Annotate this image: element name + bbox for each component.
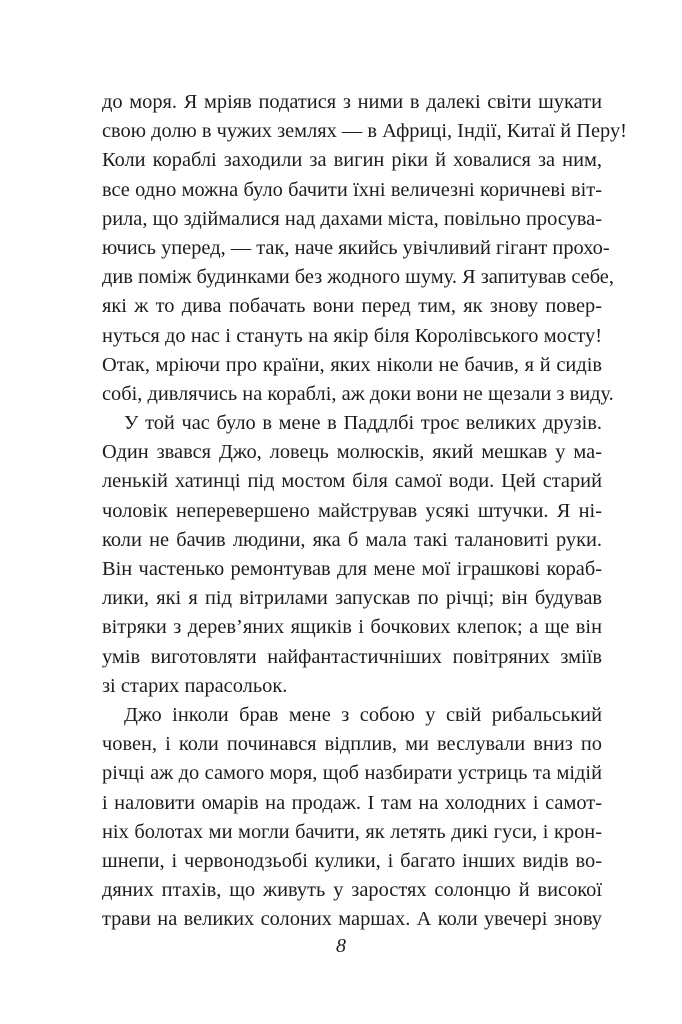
text-line: до моря. Я мріяв податися з ними в далекі світи шукати: [102, 91, 602, 113]
body-text: [102, 88, 627, 934]
text-line: човен, і коли починався відплив, ми веслували вниз по: [102, 733, 602, 756]
text-line: собі, дивлячись на кораблі, аж доки вони не щезали з виду.: [102, 382, 614, 405]
text-line: трави на великих солоних маршах. А коли увечері знову: [102, 908, 602, 931]
text-line: шнепи, і червонодзьобі кулики, і багато інших видів во-: [102, 849, 602, 872]
paragraph-1: [102, 88, 627, 409]
text-line: Джо інколи брав мене з собою у свій рибальський: [124, 703, 602, 726]
text-line: вітряки з дерев’яних ящиків і бочкових клепок; а ще він: [102, 616, 602, 639]
text-line: нуться до нас і стануть на якір біля Королівського мосту!: [102, 324, 602, 347]
text-line: все одно можна було бачити їхні величезні коричневі віт-: [102, 178, 602, 201]
page-number: 8: [336, 935, 346, 957]
text-line: див поміж будинками без жодного шуму. Я запитував себе,: [102, 266, 614, 289]
text-line: чоловік неперевершено майстрував усякі штучки. Я ні-: [102, 499, 602, 522]
text-line: і наловити омарів на продаж. І там на холодних і самот-: [102, 791, 602, 814]
text-line: Він частенько ремонтував для мене мої іграшкові кораб-: [102, 558, 602, 580]
text-line: ючись уперед, — так, наче якийсь увічливий гігант прохо-: [102, 236, 610, 259]
text-line: свою долю в чужих землях — в Африці, Індії, Китаї й Перу!: [102, 120, 627, 143]
text-line: які ж то дива побачать вони перед тим, як знову повер-: [102, 295, 602, 318]
text-line: річці аж до самого моря, щоб назбирати устриць та мідій: [102, 762, 602, 785]
text-line: зі старих парасольок.: [102, 674, 288, 697]
text-line: коли не бачив людини, яка б мала такі талановиті руки.: [102, 528, 602, 551]
paragraph-3: [102, 701, 602, 935]
text-line: Отак, мріючи про країни, яких ніколи не бачив, я й сидів: [102, 353, 602, 376]
text-line: ніх болотах ми могли бачити, як летять дикі гуси, і крон-: [102, 820, 602, 843]
text-line: дяних птахів, що живуть у заростях солонцю й високої: [102, 879, 602, 902]
text-line: ленькій хатинці під мостом біля самої води. Цей старий: [102, 470, 602, 493]
text-line: Один звався Джо, ловець молюсків, який мешкав у ма-: [102, 441, 602, 464]
paragraph-2: [102, 409, 602, 701]
text-line: Коли кораблі заходили за вигин ріки й ховалися за ним,: [102, 149, 602, 172]
text-line: У той час було в мене в Паддлбі троє великих друзів.: [124, 412, 602, 435]
text-line: лики, які я під вітрилами запускав по річці; він будував: [102, 587, 602, 610]
text-line: рила, що здіймалися над дахами міста, повільно просува-: [102, 207, 602, 230]
text-line: умів виготовляти найфантастичніших повітряних зміїв: [102, 645, 602, 668]
